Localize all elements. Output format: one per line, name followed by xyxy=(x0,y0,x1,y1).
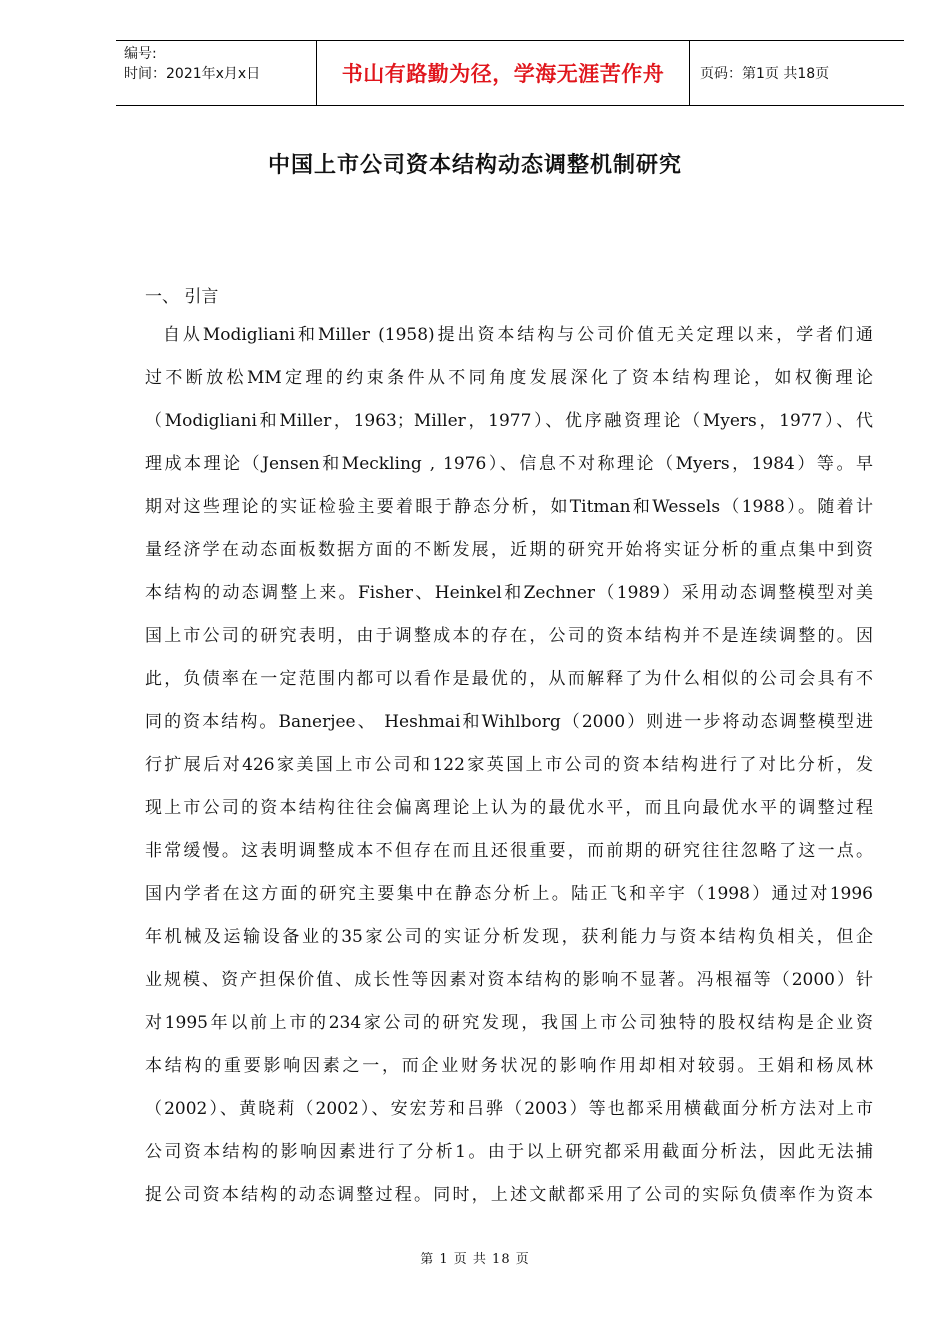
paragraph-line: 公司资本结构的影响因素进行了分析1。由于以上研究都采用截面分析法，因此无法捕 xyxy=(145,1142,873,1162)
paragraph-line: 同的资本结构。Banerjee、 Heshmai和Wihlborg（2000）则进一步将动态调整模型进 xyxy=(145,712,873,732)
paragraph-line: 捉公司资本结构的动态调整过程。同时，上述文献都采用了公司的实际负债率作为资本 xyxy=(145,1185,873,1205)
paragraph-line: 自从Modigliani和Miller (1958)提出资本结构与公司价值无关定理以来，学者们通 xyxy=(163,325,873,345)
paragraph-line: 年机械及运输设备业的35家公司的实证分析发现，获利能力与资本结构负相关，但企 xyxy=(145,927,873,947)
header-motto: 书山有路勤为径，学海无涯苦作舟 xyxy=(341,62,665,86)
header-table xyxy=(116,40,904,106)
document-title: 中国上市公司资本结构动态调整机制研究 xyxy=(267,153,682,178)
paragraph-line: 量经济学在动态面板数据方面的不断发展，近期的研究开始将实证分析的重点集中到资 xyxy=(145,540,873,560)
header-page-info: 页码：第1页 共18页 xyxy=(700,66,830,82)
body-paragraph xyxy=(145,314,873,1217)
paragraph-line: （Modigliani和Miller，1963；Miller，1977）、优序融资理论（Myers，1977）、代 xyxy=(145,411,873,431)
header-meta xyxy=(116,41,316,105)
header-motto-cell xyxy=(316,41,690,105)
paragraph-line: 此，负债率在一定范围内都可以看作是最优的，从而解释了为什么相似的公司会具有不 xyxy=(145,669,873,689)
header-page-info-cell xyxy=(690,41,904,105)
paragraph-line: 现上市公司的资本结构往往会偏离理论上认为的最优水平，而且向最优水平的调整过程 xyxy=(145,798,873,818)
paragraph-line: 对1995年以前上市的234家公司的研究发现，我国上市公司独特的股权结构是企业资 xyxy=(145,1013,873,1033)
paragraph-line: 理成本理论（Jensen和Meckling , 1976）、信息不对称理论（Myers，1984）等。早 xyxy=(145,454,873,474)
paragraph-line: 本结构的动态调整上来。Fisher、Heinkel和Zechner（1989）采用动态调整模型对美 xyxy=(145,583,873,603)
paragraph-line: 行扩展后对426家美国上市公司和122家英国上市公司的资本结构进行了对比分析，发 xyxy=(145,755,873,775)
paragraph-line: 过不断放松MM定理的约束条件从不同角度发展深化了资本结构理论，如权衡理论 xyxy=(145,368,873,388)
section-heading: 一、 引言 xyxy=(145,287,219,307)
paragraph-line: 业规模、资产担保价值、成长性等因素对资本结构的影响不显著。冯根福等（2000）针 xyxy=(145,970,873,990)
paragraph-line: （2002）、黄晓莉（2002）、安宏芳和吕骅（2003）等也都采用横截面分析方法对上市 xyxy=(145,1099,873,1119)
paragraph-line: 期对这些理论的实证检验主要着眼于静态分析，如Titman和Wessels（1988）。随着计 xyxy=(145,497,873,517)
paragraph-line: 国上市公司的研究表明，由于调整成本的存在，公司的资本结构并不是连续调整的。因 xyxy=(145,626,873,646)
document-number-label: 编号: xyxy=(124,46,157,62)
paragraph-line: 国内学者在这方面的研究主要集中在静态分析上。陆正飞和辛宇（1998）通过对1996 xyxy=(145,884,873,904)
paragraph-line: 本结构的重要影响因素之一，而企业财务状况的影响作用却相对较弱。王娟和杨凤林 xyxy=(145,1056,873,1076)
document-time-label: 时间：2021年x月x日 xyxy=(124,66,261,82)
paragraph-line: 非常缓慢。这表明调整成本不但存在而且还很重要，而前期的研究往往忽略了这一点。 xyxy=(145,841,873,861)
page-footer: 第 1 页 共 18 页 xyxy=(420,1252,530,1267)
